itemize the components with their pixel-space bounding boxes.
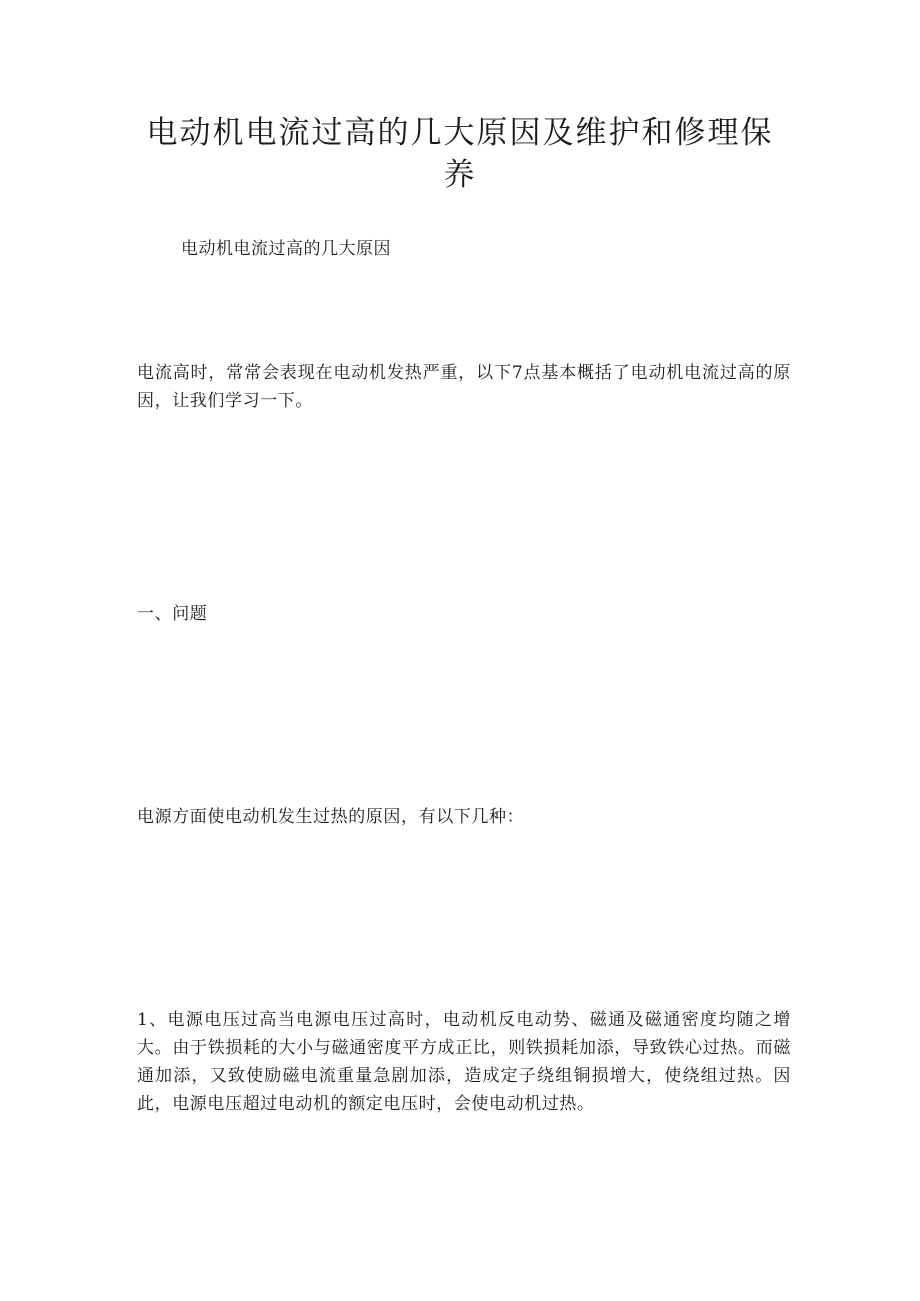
section-heading-problem: 一、问题 <box>137 604 208 624</box>
paragraph-power-causes: 电源方面使电动机发生过热的原因，有以下几种： <box>137 807 525 827</box>
section-subtitle: 电动机电流过高的几大原因 <box>181 239 391 259</box>
paragraph-intro: 电流高时，常常会表现在电动机发热严重，以下7点基本概括了电动机电流过高的原因，让我们学习一下。 <box>137 363 791 411</box>
paragraph-overvoltage: 1、电源电压过高当电源电压过高时，电动机反电动势、磁通及磁通密度均随之增大。由于铁损耗的大小与磁通密度平方成正比，则铁损耗加添，导致铁心过热。而磁通加添，又致使励磁电流重量急剧加添，造成定子绕组铜损增大，使绕组过热。因此，电源电压超过电动机的额定电压时，会使电动机过热。 <box>137 1010 791 1114</box>
document-title: 电动机电流过高的几大原因及维护和修理保养 <box>146 115 774 193</box>
